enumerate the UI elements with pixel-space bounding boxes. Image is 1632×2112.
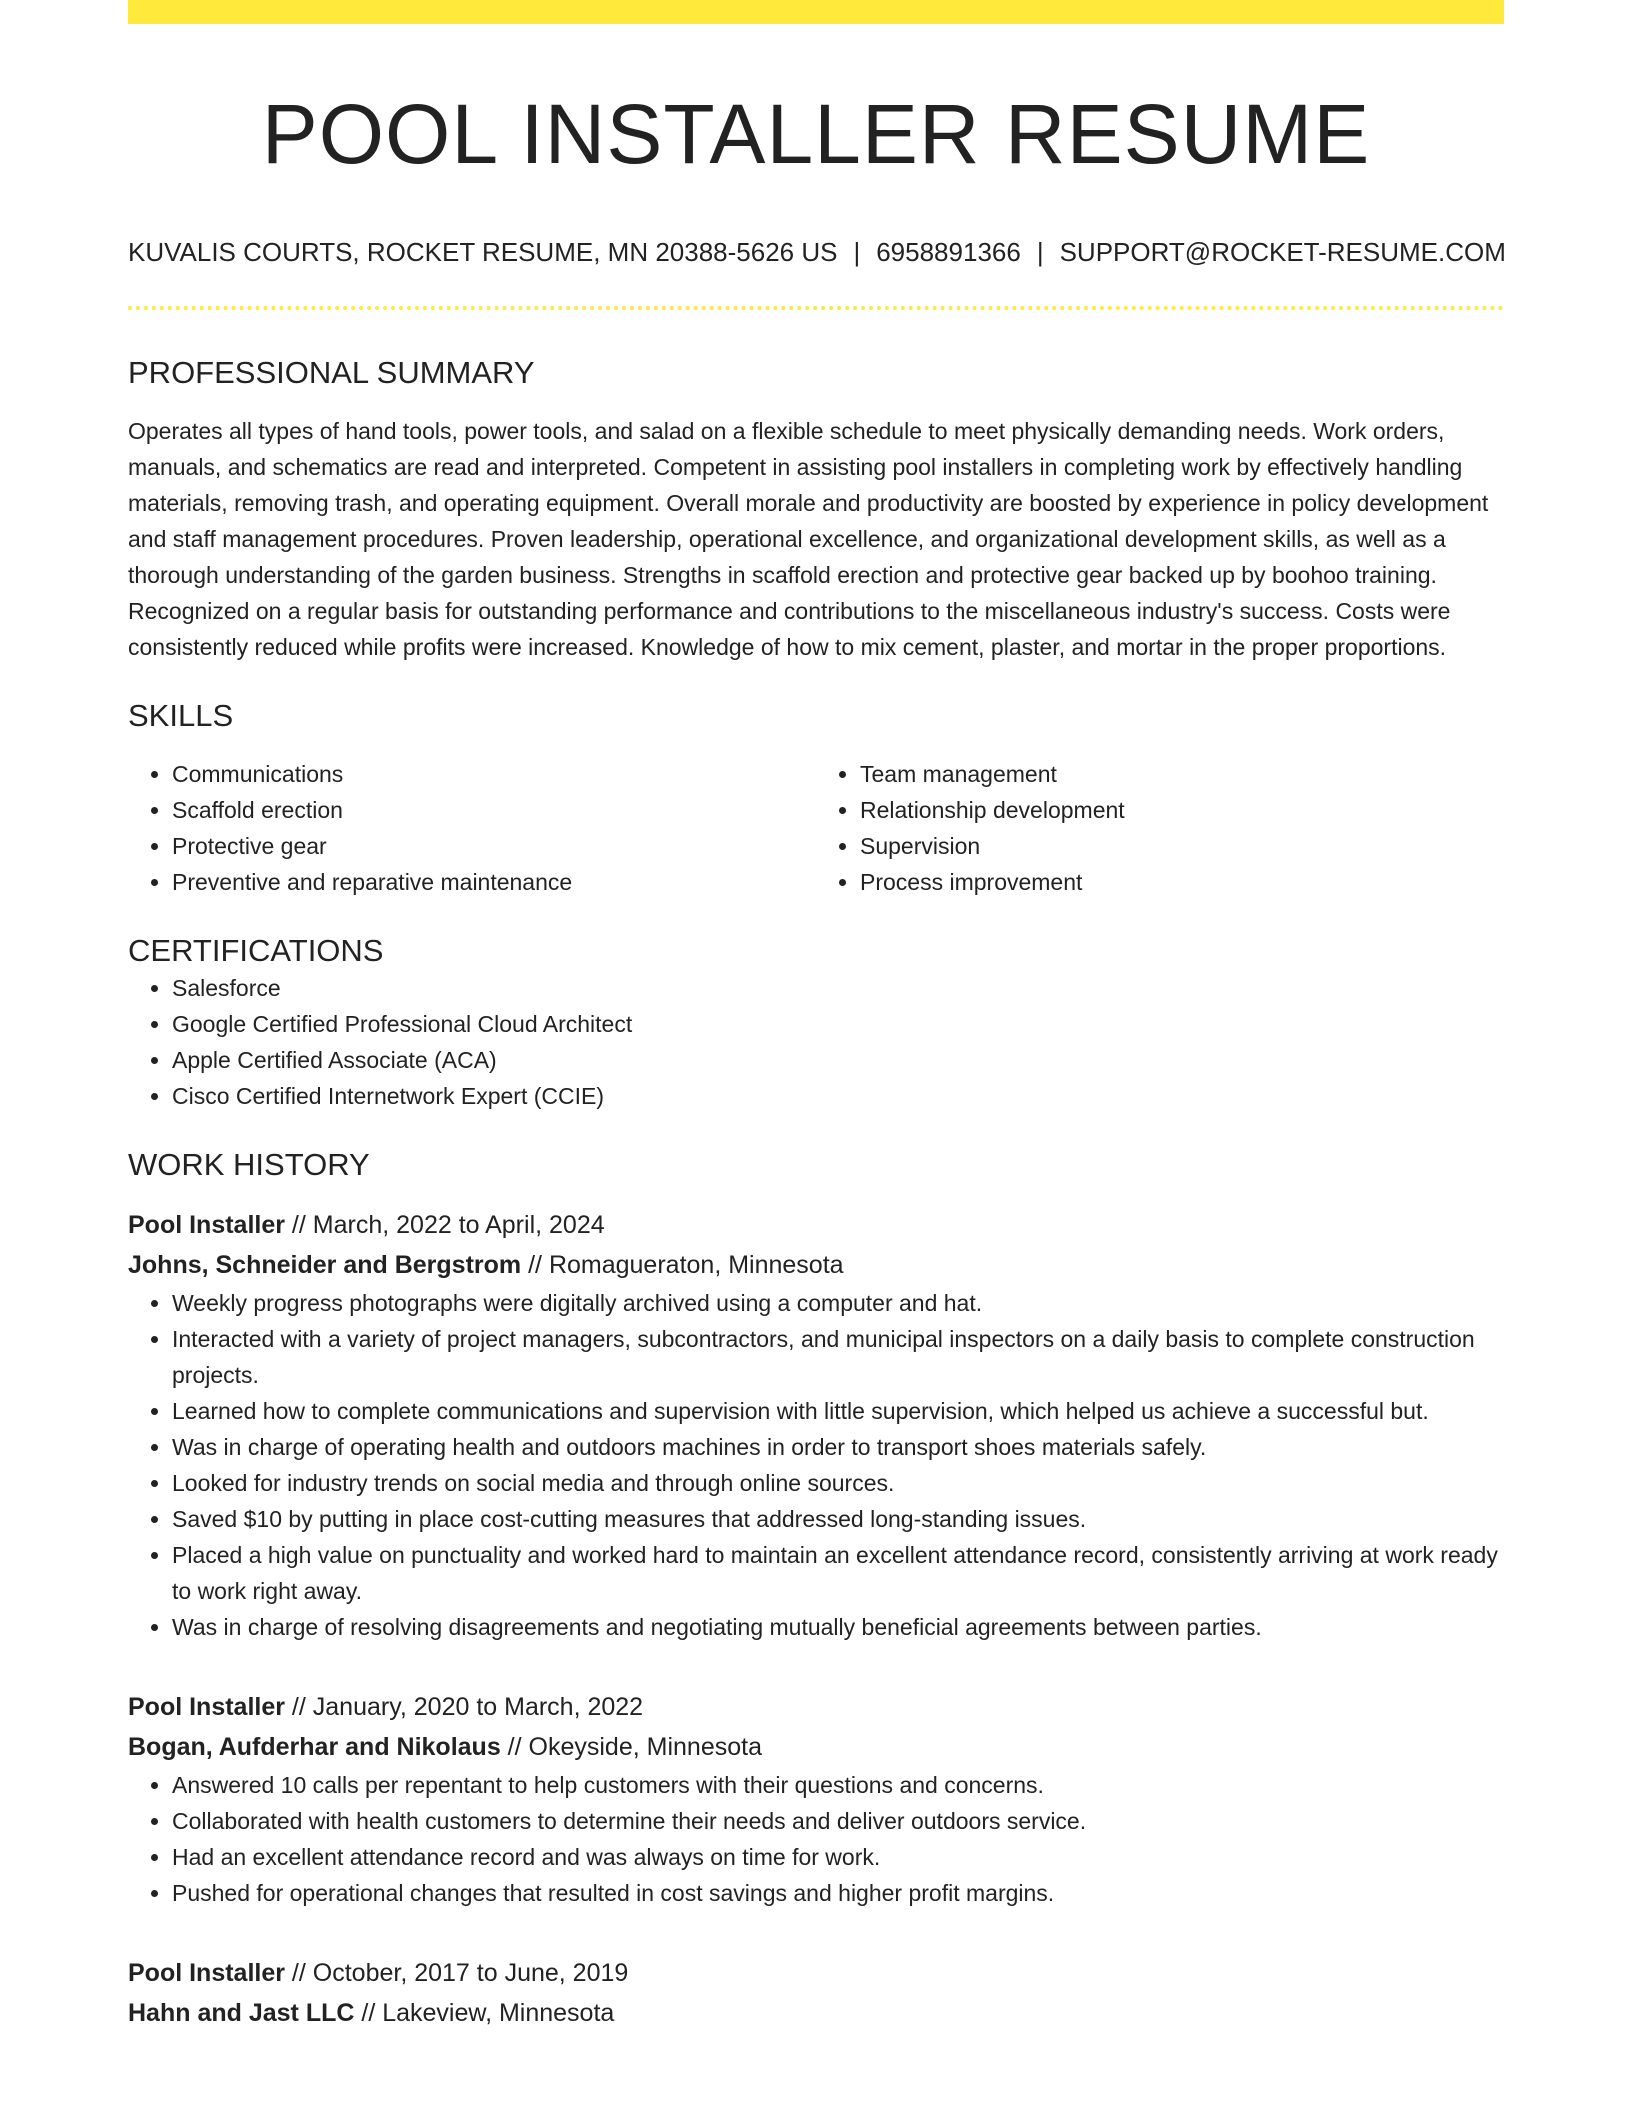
job-location: Okeyside, Minnesota <box>528 1732 762 1761</box>
job-dates: March, 2022 to April, 2024 <box>312 1210 605 1239</box>
certification-item: • Apple Certified Associate (ACA) <box>172 1042 1504 1078</box>
job-bullet: • Looked for industry trends on social media and through online sources. <box>172 1465 1504 1501</box>
job-bullets <box>128 1767 1504 1911</box>
job-entry <box>128 1687 1504 1911</box>
job-separator: // <box>284 1692 313 1721</box>
job-bullet: • Answered 10 calls per repentant to help customers with their questions and concerns. <box>172 1767 1504 1803</box>
job-role: Pool Installer <box>128 1210 285 1239</box>
skill-item: • Preventive and reparative maintenance <box>172 864 816 900</box>
contact-address: KUVALIS COURTS, ROCKET RESUME, MN 20388-5626 US <box>128 236 838 267</box>
skills-list-left <box>128 756 816 900</box>
job-bullet: • Was in charge of operating health and outdoors machines in order to transport shoes materials safely. <box>172 1429 1504 1465</box>
contact-separator: | <box>1036 236 1044 267</box>
contact-phone: 6958891366 <box>876 236 1021 267</box>
resume-page <box>128 0 1504 2033</box>
contact-email[interactable]: SUPPORT@ROCKET-RESUME.COM <box>1059 236 1506 267</box>
job-location: Lakeview, Minnesota <box>382 1998 615 2027</box>
job-company-line <box>128 1727 1504 1767</box>
dotted-divider <box>128 306 1504 310</box>
job-location: Romagueraton, Minnesota <box>548 1250 844 1279</box>
job-company: Johns, Schneider and Bergstrom <box>128 1250 522 1279</box>
work-history-heading: WORK HISTORY <box>128 1146 370 1182</box>
certifications-heading: CERTIFICATIONS <box>128 933 384 969</box>
job-bullet: • Placed a high value on punctuality and worked hard to maintain an excellent attendance record, consistently arriving at work ready to work right away. <box>172 1537 1504 1609</box>
skills-column-right <box>816 756 1504 900</box>
job-company-line <box>128 1245 1504 1285</box>
skills-column-left <box>128 756 816 900</box>
contact-line <box>128 237 1504 268</box>
certifications-list <box>128 970 1504 1114</box>
resume-title: POOL INSTALLER RESUME <box>261 87 1371 181</box>
skill-item: • Relationship development <box>860 792 1504 828</box>
job-dates: October, 2017 to June, 2019 <box>312 1958 629 1987</box>
skills-grid <box>128 756 1504 900</box>
skill-item: • Process improvement <box>860 864 1504 900</box>
job-bullet: • Collaborated with health customers to determine their needs and deliver outdoors service. <box>172 1803 1504 1839</box>
job-title-line <box>128 1687 1504 1727</box>
top-accent-bar <box>128 0 1504 24</box>
job-company: Bogan, Aufderhar and Nikolaus <box>128 1732 501 1761</box>
job-separator: // <box>521 1250 549 1279</box>
certification-item: • Google Certified Professional Cloud Architect <box>172 1006 1504 1042</box>
job-bullet: • Weekly progress photographs were digitally archived using a computer and hat. <box>172 1285 1504 1321</box>
job-separator: // <box>284 1210 313 1239</box>
certification-item: • Cisco Certified Internetwork Expert (CCIE) <box>172 1078 1504 1114</box>
job-role: Pool Installer <box>128 1692 285 1721</box>
job-dates: January, 2020 to March, 2022 <box>312 1692 644 1721</box>
skill-item: • Supervision <box>860 828 1504 864</box>
certification-item: • Salesforce <box>172 970 1504 1006</box>
job-entry <box>128 1953 1504 2033</box>
summary-heading: PROFESSIONAL SUMMARY <box>128 354 535 390</box>
contact-separator: | <box>853 236 861 267</box>
skills-heading: SKILLS <box>128 698 234 734</box>
job-bullet: • Interacted with a variety of project managers, subcontractors, and municipal inspectors on a daily basis to complete construction projects. <box>172 1321 1504 1393</box>
job-separator: // <box>500 1732 529 1761</box>
job-title-line <box>128 1953 1504 1993</box>
skill-item: • Protective gear <box>172 828 816 864</box>
skill-item: • Communications <box>172 756 816 792</box>
job-role: Pool Installer <box>128 1958 285 1987</box>
skill-item: • Scaffold erection <box>172 792 816 828</box>
job-separator: // <box>284 1958 313 1987</box>
job-title-line <box>128 1205 1504 1245</box>
job-separator: // <box>354 1998 383 2027</box>
job-bullet: • Had an excellent attendance record and was always on time for work. <box>172 1839 1504 1875</box>
job-bullet: • Pushed for operational changes that resulted in cost savings and higher profit margins. <box>172 1875 1504 1911</box>
job-bullet: • Learned how to complete communications and supervision with little supervision, which helped us achieve a successful but. <box>172 1393 1504 1429</box>
summary-text: Operates all types of hand tools, power tools, and salad on a flexible schedule to meet physically demanding needs. Work orders, manuals, and schematics are read and interpreted. Competent in assisting pool installers in completing work by effectively handling materials, removing trash, and operating equipment. Overall morale and productivity are boosted by experience in policy development and staff management procedures. Proven leadership, operational excellence, and organizational development skills, as well as a thorough understanding of the garden business. Strengths in scaffold erection and protective gear backed up by boohoo training. Recognized on a regular basis for outstanding performance and contributions to the miscellaneous industry's success. Costs were consistently reduced while profits were increased. Knowledge of how to mix cement, plaster, and mortar in the proper proportions. <box>128 418 1489 661</box>
job-bullets <box>128 1285 1504 1645</box>
job-bullet: • Saved $10 by putting in place cost-cutting measures that addressed long-standing issues. <box>172 1501 1504 1537</box>
skill-item: • Team management <box>860 756 1504 792</box>
job-bullet: • Was in charge of resolving disagreements and negotiating mutually beneficial agreements between parties. <box>172 1609 1504 1645</box>
skills-list-right <box>816 756 1504 900</box>
job-company: Hahn and Jast LLC <box>128 1998 355 2027</box>
job-entry <box>128 1205 1504 1645</box>
job-company-line <box>128 1993 1504 2033</box>
